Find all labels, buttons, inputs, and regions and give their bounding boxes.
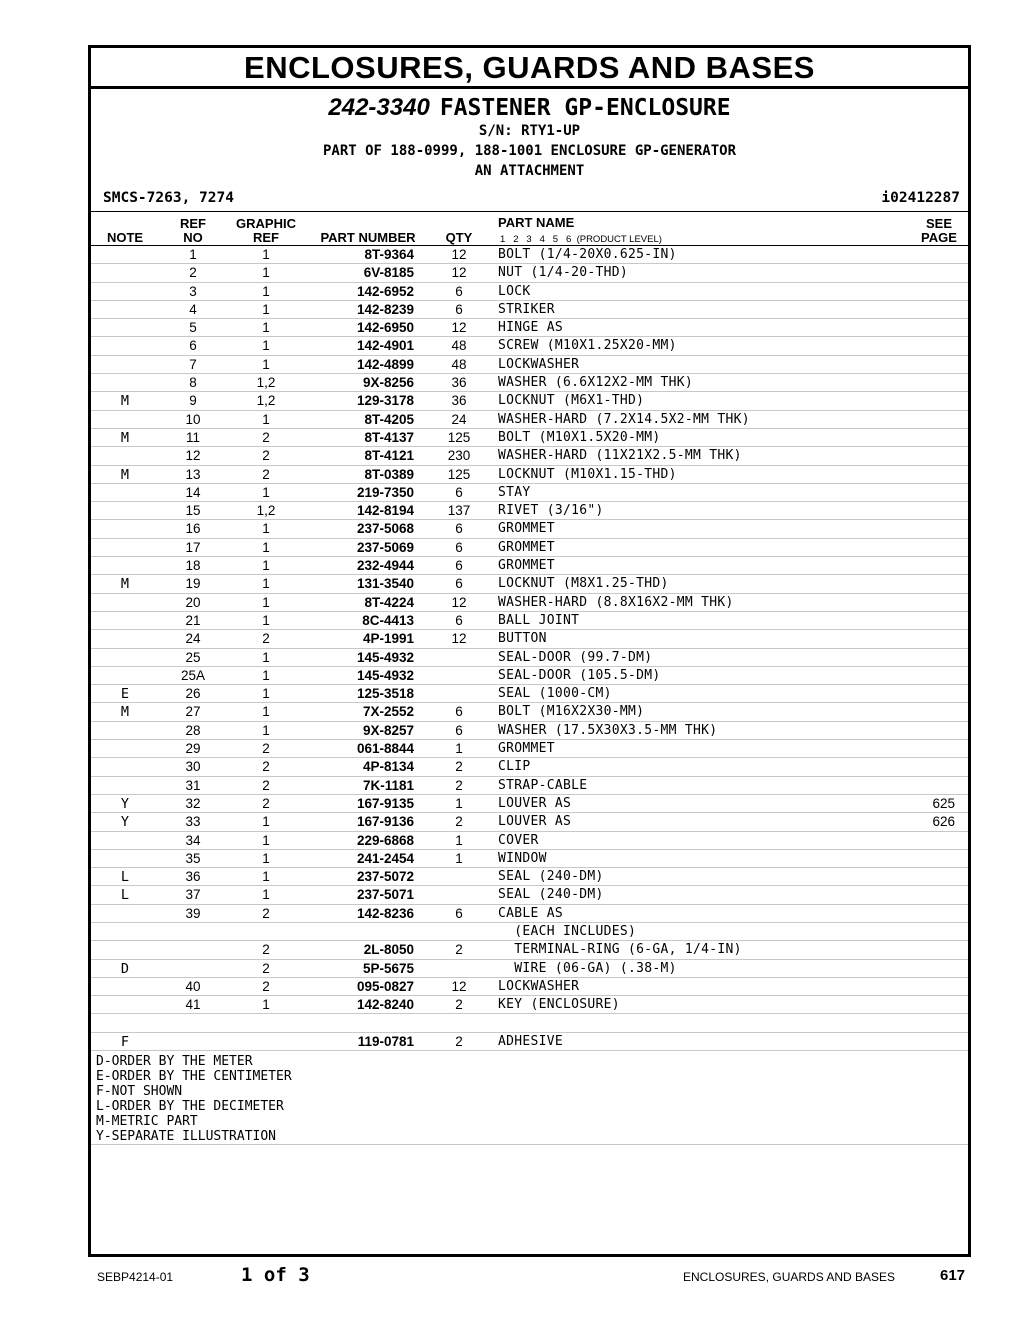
ref-no-cell: 12	[185, 448, 201, 464]
part-name-cell: WASHER-HARD (7.2X14.5X2-MM THK)	[498, 411, 750, 427]
col-note: NOTE	[106, 230, 144, 245]
graphic-ref-cell: 1	[262, 850, 270, 866]
note-line: Y-SEPARATE ILLUSTRATION	[96, 1129, 277, 1144]
part-name-cell: NUT (1/4-20-THD)	[498, 265, 629, 281]
table-row	[91, 941, 968, 959]
qty-cell: 6	[455, 704, 463, 720]
qty-cell: 2	[455, 1033, 463, 1049]
graphic-ref-cell: 1	[262, 558, 270, 574]
part-number-cell: 229-6868	[356, 832, 414, 848]
part-number-cell: 131-3540	[356, 576, 414, 592]
qty-cell: 12	[451, 247, 467, 262]
table-row	[91, 923, 968, 941]
qty-cell: 1	[455, 795, 463, 811]
group-heading	[91, 94, 968, 122]
note-line: M-METRIC PART	[96, 1114, 198, 1129]
qty-cell: 6	[455, 484, 463, 500]
ref-no-cell: 27	[185, 704, 201, 720]
part-number-cell: 8T-0389	[364, 466, 414, 482]
graphic-ref-cell: 1	[262, 649, 270, 665]
graphic-ref-cell: 1	[262, 814, 270, 830]
ref-no-cell: 8	[189, 375, 197, 391]
graphic-ref-cell: 1	[262, 247, 270, 262]
graphic-ref-cell: 1	[262, 686, 270, 702]
note-cell: L	[120, 887, 130, 904]
table-row	[91, 886, 968, 904]
ref-no-cell: 35	[185, 850, 201, 866]
part-number-cell: 142-6952	[356, 283, 414, 299]
part-name-cell: LOUVER AS	[498, 795, 572, 811]
qty-cell: 125	[447, 466, 471, 482]
part-name-cell: LOUVER AS	[498, 814, 572, 830]
part-name-cell: LOCKNUT (M8X1.25-THD)	[498, 576, 669, 592]
ref-no-cell: 37	[185, 887, 201, 903]
table-row	[91, 411, 968, 429]
ref-no-cell: 33	[185, 814, 201, 830]
table-row	[91, 575, 968, 593]
part-number-cell: 129-3178	[356, 393, 414, 409]
ref-no-cell: 14	[185, 484, 201, 500]
table-row	[91, 960, 968, 978]
qty-cell: 36	[451, 375, 467, 391]
table-row	[91, 337, 968, 355]
part-name-cell: HINGE AS	[498, 320, 564, 336]
graphic-ref-cell: 2	[262, 905, 270, 921]
ref-no-cell: 25	[185, 649, 201, 665]
part-name-cell: BOLT (1/4-20X0.625-IN)	[498, 247, 677, 262]
doc-number: SEBP4214-01	[97, 1270, 174, 1284]
note-cell: M	[120, 704, 130, 721]
graphic-ref-cell: 1	[262, 612, 270, 628]
graphic-ref-cell: 1	[262, 521, 270, 537]
ref-no-cell: 9	[189, 393, 197, 409]
graphic-ref-cell: 1	[262, 576, 270, 592]
page-frame	[88, 45, 971, 1257]
table-row	[91, 868, 968, 886]
part-name-cell: WASHER-HARD (11X21X2.5-MM THK)	[498, 448, 742, 464]
col-graphic-bottom: REF	[253, 230, 279, 245]
note-cell: F	[120, 1033, 130, 1050]
qty-cell: 2	[455, 777, 463, 793]
ref-no-cell: 17	[185, 539, 201, 555]
note-cell: Y	[120, 795, 130, 812]
col-see-bottom: PAGE	[921, 230, 957, 245]
qty-cell: 12	[451, 265, 467, 281]
ref-no-cell: 19	[185, 576, 201, 592]
ref-no-cell: 24	[185, 631, 201, 647]
table-row	[91, 356, 968, 374]
part-number-cell: 4P-8134	[362, 759, 414, 775]
graphic-ref-cell: 2	[262, 795, 270, 811]
graphic-ref-cell: 1,2	[256, 503, 276, 519]
graphic-ref-cell: 2	[262, 942, 270, 958]
part-name-cell: TERMINAL-RING (6-GA, 1/4-IN)	[498, 942, 742, 958]
part-number-cell: 142-8240	[356, 997, 414, 1013]
table-row	[91, 429, 968, 447]
part-number-cell: 8T-9364	[364, 247, 414, 262]
ref-no-cell: 26	[185, 686, 201, 702]
part-number-cell: 8C-4413	[362, 612, 414, 628]
part-number-cell: 7K-1181	[362, 777, 414, 793]
serial-range: S/N: RTY1-UP	[478, 123, 581, 139]
part-number-cell: 142-8194	[356, 503, 414, 519]
part-name-cell: STAY	[498, 484, 531, 500]
note-line: E-ORDER BY THE CENTIMETER	[96, 1069, 292, 1084]
part-number-cell: 095-0827	[356, 978, 414, 994]
part-name-cell: GROMMET	[498, 741, 555, 757]
note-line: D-ORDER BY THE METER	[96, 1054, 253, 1069]
illustration-id: i02412287	[881, 190, 960, 206]
group-name: FASTENER GP-ENCLOSURE	[439, 95, 731, 121]
part-number-cell: 5P-5675	[362, 960, 414, 976]
part-name-cell: ADHESIVE	[498, 1033, 564, 1049]
graphic-ref-cell: 2	[262, 429, 270, 445]
qty-cell: 2	[455, 759, 463, 775]
graphic-ref-cell: 1	[262, 887, 270, 903]
ref-no-cell: 36	[185, 869, 201, 885]
note-cell: D	[120, 960, 130, 977]
table-row	[91, 740, 968, 758]
table-row	[91, 722, 968, 740]
ref-no-cell: 4	[189, 301, 197, 317]
col-part-number: PART NUMBER	[320, 230, 416, 245]
col-qty: QTY	[445, 230, 473, 245]
part-name-cell: LOCKNUT (M6X1-THD)	[498, 393, 645, 409]
table-row	[91, 795, 968, 813]
table-row	[91, 246, 968, 264]
part-number-cell: 167-9136	[356, 814, 414, 830]
part-name-cell: LOCKWASHER	[498, 978, 580, 994]
part-name-cell: BOLT (M16X2X30-MM)	[498, 704, 645, 720]
part-name-cell: WIRE (06-GA) (.38-M)	[498, 960, 677, 976]
graphic-ref-cell: 1	[262, 265, 270, 281]
graphic-ref-cell: 1	[262, 356, 270, 372]
part-number-cell: 6V-8185	[363, 265, 414, 281]
table-row	[91, 850, 968, 868]
graphic-ref-cell: 1	[262, 283, 270, 299]
part-number-cell: 4P-1991	[362, 631, 414, 647]
table-row	[91, 539, 968, 557]
graphic-ref-cell: 2	[262, 960, 270, 976]
qty-cell: 6	[455, 612, 463, 628]
qty-cell: 48	[451, 356, 467, 372]
part-name-cell: SCREW (M10X1.25X20-MM)	[498, 338, 677, 354]
graphic-ref-cell: 2	[262, 759, 270, 775]
attachment-line: AN ATTACHMENT	[474, 163, 585, 179]
ref-no-cell: 1	[189, 247, 197, 262]
note-cell: M	[120, 576, 130, 593]
ref-no-cell: 3	[189, 283, 197, 299]
ref-no-cell: 28	[185, 722, 201, 738]
part-number-cell: 142-8239	[356, 301, 414, 317]
col-product-levels: 1 2 3 4 5 6 (PRODUCT LEVEL)	[500, 234, 662, 245]
part-name-cell: BALL JOINT	[498, 612, 580, 628]
part-number-cell: 119-0781	[357, 1033, 414, 1049]
part-number-cell: 9X-8257	[362, 722, 414, 738]
ref-no-cell: 11	[185, 429, 200, 445]
part-number-cell: 8T-4121	[364, 448, 414, 464]
graphic-ref-cell: 1	[262, 667, 270, 683]
ref-no-cell: 15	[185, 503, 201, 519]
graphic-ref-cell: 1	[262, 320, 270, 336]
qty-cell: 125	[447, 429, 471, 445]
part-name-cell: SEAL (1000-CM)	[498, 686, 612, 702]
part-number-cell: 8T-4224	[364, 594, 414, 610]
part-name-cell: SEAL (240-DM)	[498, 869, 604, 885]
page-of: 1 of 3	[241, 1264, 310, 1286]
part-name-cell: GROMMET	[498, 558, 555, 574]
part-name-cell: LOCKWASHER	[498, 356, 580, 372]
graphic-ref-cell: 2	[262, 777, 270, 793]
qty-cell: 1	[455, 850, 463, 866]
part-number-cell: 061-8844	[356, 741, 414, 757]
part-name-cell: STRIKER	[498, 301, 555, 317]
table-row	[91, 466, 968, 484]
part-name-cell: WINDOW	[498, 850, 547, 866]
table-row	[91, 813, 968, 831]
part-name-cell: GROMMET	[498, 521, 555, 537]
graphic-ref-cell: 2	[262, 448, 270, 464]
graphic-ref-cell: 1	[262, 338, 270, 354]
table-row	[91, 1033, 968, 1051]
ref-no-cell: 5	[189, 320, 197, 336]
part-number-cell: 237-5071	[356, 887, 414, 903]
ref-no-cell: 25A	[180, 667, 206, 683]
note-cell: M	[120, 429, 130, 446]
qty-cell: 36	[451, 393, 467, 409]
table-row	[91, 630, 968, 648]
ref-no-cell: 7	[189, 356, 197, 372]
qty-cell: 137	[447, 503, 471, 519]
part-number-cell: 145-4932	[356, 667, 414, 683]
col-graphic-top: GRAPHIC	[236, 216, 296, 231]
part-number-cell: 8T-4205	[364, 411, 414, 427]
graphic-ref-cell: 2	[262, 466, 270, 482]
qty-cell: 48	[451, 338, 467, 354]
part-of-line: PART OF 188-0999, 188-1001 ENCLOSURE GP-GENERATOR	[322, 143, 736, 159]
ref-no-cell: 18	[185, 558, 201, 574]
ref-no-cell: 6	[189, 338, 197, 354]
table-row	[91, 520, 968, 538]
table-row	[91, 484, 968, 502]
note-cell: Y	[120, 814, 130, 831]
footer-section: ENCLOSURES, GUARDS AND BASES	[683, 1270, 896, 1284]
col-ref-top: REF	[180, 216, 206, 231]
note-cell: E	[120, 686, 130, 703]
part-name-cell: BUTTON	[498, 631, 547, 647]
ref-no-cell: 34	[185, 832, 201, 848]
qty-cell: 6	[455, 558, 463, 574]
graphic-ref-cell: 1	[262, 594, 270, 610]
graphic-ref-cell: 1	[262, 722, 270, 738]
part-name-cell: SEAL-DOOR (105.5-DM)	[498, 667, 661, 683]
col-see-top: SEE	[925, 216, 952, 231]
ref-no-cell: 20	[185, 594, 201, 610]
part-name-cell: WASHER-HARD (8.8X16X2-MM THK)	[498, 594, 734, 610]
part-name-cell: WASHER (17.5X30X3.5-MM THK)	[498, 722, 718, 738]
ref-no-cell: 41	[185, 997, 201, 1013]
part-name-cell: WASHER (6.6X12X2-MM THK)	[498, 375, 694, 391]
qty-cell: 2	[455, 997, 463, 1013]
col-ref-bottom: NO	[183, 230, 203, 245]
part-number-cell: 219-7350	[356, 484, 414, 500]
table-row	[91, 374, 968, 392]
qty-cell: 6	[455, 521, 463, 537]
table-row	[91, 264, 968, 282]
part-number-cell: 145-4932	[356, 649, 414, 665]
graphic-ref-cell: 2	[262, 741, 270, 757]
qty-cell: 12	[451, 978, 467, 994]
page-number: 617	[940, 1267, 966, 1284]
table-row	[91, 905, 968, 923]
part-name-cell: RIVET (3/16")	[498, 503, 604, 519]
part-number-cell: 237-5068	[356, 521, 414, 537]
ref-no-cell: 39	[185, 905, 201, 921]
qty-cell: 1	[455, 741, 463, 757]
ref-no-cell: 32	[185, 795, 201, 811]
see-page-cell: 626	[932, 814, 955, 830]
graphic-ref-cell: 2	[262, 631, 270, 647]
qty-cell: 6	[455, 301, 463, 317]
ref-no-cell: 13	[185, 466, 201, 482]
part-number-cell: 241-2454	[356, 850, 414, 866]
part-name-cell: SEAL-DOOR (99.7-DM)	[498, 649, 653, 665]
part-number-cell: 237-5072	[356, 869, 414, 885]
graphic-ref-cell: 1,2	[256, 375, 276, 391]
graphic-ref-cell: 1	[262, 411, 270, 427]
ref-no-cell: 21	[185, 612, 201, 628]
qty-cell: 6	[455, 905, 463, 921]
note-cell: L	[120, 869, 130, 886]
graphic-ref-cell: 1	[262, 539, 270, 555]
table-row	[91, 685, 968, 703]
table-row	[91, 557, 968, 575]
note-cell: M	[120, 393, 130, 410]
see-page-cell: 625	[932, 795, 955, 811]
table-row	[91, 758, 968, 776]
part-number-cell: 7X-2552	[362, 704, 414, 720]
part-number-cell: 142-4899	[356, 356, 414, 372]
table-row	[91, 649, 968, 667]
graphic-ref-cell: 1	[262, 869, 270, 885]
qty-cell: 12	[451, 594, 467, 610]
parts-table	[91, 246, 968, 1051]
qty-cell: 2	[455, 942, 463, 958]
ref-no-cell: 29	[185, 741, 201, 757]
ref-no-cell: 30	[185, 759, 201, 775]
table-row	[91, 978, 968, 996]
qty-cell: 6	[455, 722, 463, 738]
part-number-cell: 142-4901	[356, 338, 414, 354]
part-number-cell: 8T-4137	[364, 429, 414, 445]
ref-no-cell: 10	[185, 411, 201, 427]
part-name-cell: (EACH INCLUDES)	[498, 923, 637, 939]
table-row	[91, 777, 968, 795]
qty-cell: 1	[455, 832, 463, 848]
part-number-cell: 142-8236	[356, 905, 414, 921]
part-name-cell: CABLE AS	[498, 905, 564, 921]
part-number-cell: 9X-8256	[362, 375, 414, 391]
part-name-cell: COVER	[498, 832, 539, 848]
header-divider	[91, 211, 968, 212]
table-row	[91, 703, 968, 721]
group-number: 242-3340	[328, 94, 430, 121]
table-row	[91, 392, 968, 410]
qty-cell: 12	[451, 320, 467, 336]
qty-cell: 230	[447, 448, 471, 464]
qty-cell: 6	[455, 539, 463, 555]
part-name-cell: LOCK	[498, 283, 531, 299]
part-number-cell: 2L-8050	[363, 942, 414, 958]
note-cell: M	[120, 466, 130, 483]
note-line: L-ORDER BY THE DECIMETER	[96, 1099, 284, 1114]
qty-cell: 6	[455, 283, 463, 299]
graphic-ref-cell: 1	[262, 704, 270, 720]
table-row	[91, 447, 968, 465]
table-row	[91, 301, 968, 319]
part-name-cell: KEY (ENCLOSURE)	[498, 997, 620, 1013]
table-row	[91, 996, 968, 1014]
graphic-ref-cell: 2	[262, 978, 270, 994]
part-number-cell: 125-3518	[356, 686, 414, 702]
part-name-cell: GROMMET	[498, 539, 555, 555]
part-name-cell: LOCKNUT (M10X1.15-THD)	[498, 466, 677, 482]
section-title: ENCLOSURES, GUARDS AND BASES	[91, 48, 968, 89]
qty-cell: 2	[455, 814, 463, 830]
table-row	[91, 283, 968, 301]
smcs-code: SMCS-7263, 7274	[103, 190, 234, 206]
graphic-ref-cell: 1	[262, 997, 270, 1013]
ref-no-cell: 31	[185, 777, 201, 793]
part-name-cell: SEAL (240-DM)	[498, 887, 604, 903]
qty-cell: 24	[451, 411, 467, 427]
graphic-ref-cell: 1	[262, 301, 270, 317]
graphic-ref-cell: 1	[262, 832, 270, 848]
qty-cell: 12	[451, 631, 467, 647]
part-number-cell: 232-4944	[356, 558, 414, 574]
qty-cell: 6	[455, 576, 463, 592]
table-row	[91, 502, 968, 520]
col-part-name: PART NAME	[498, 215, 575, 230]
ref-no-cell: 40	[185, 978, 201, 994]
part-number-cell: 142-6950	[356, 320, 414, 336]
graphic-ref-cell: 1	[262, 484, 270, 500]
notes-divider	[91, 1144, 968, 1145]
part-name-cell: CLIP	[498, 759, 531, 775]
table-row	[91, 832, 968, 850]
ref-no-cell: 2	[189, 265, 197, 281]
table-row	[91, 594, 968, 612]
part-number-cell: 237-5069	[356, 539, 414, 555]
table-row	[91, 612, 968, 630]
table-row	[91, 667, 968, 685]
notes-legend	[96, 1054, 292, 1144]
ref-no-cell: 16	[185, 521, 201, 537]
part-number-cell: 167-9135	[356, 795, 414, 811]
part-name-cell: BOLT (M10X1.5X20-MM)	[498, 429, 661, 445]
part-name-cell: STRAP-CABLE	[498, 777, 588, 793]
table-row	[91, 319, 968, 337]
table-row	[91, 1014, 968, 1032]
graphic-ref-cell: 1,2	[256, 393, 276, 409]
note-line: F-NOT SHOWN	[96, 1084, 183, 1099]
